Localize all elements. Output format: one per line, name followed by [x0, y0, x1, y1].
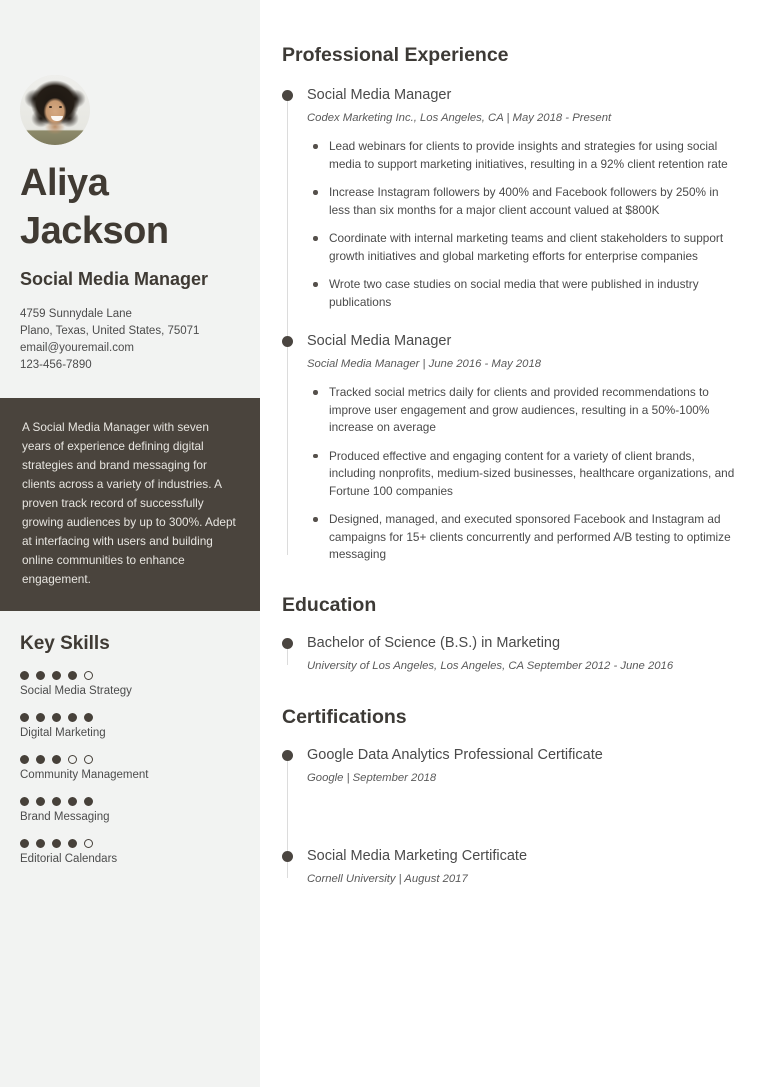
skill-item: [20, 839, 240, 865]
certifications-timeline: [282, 745, 738, 887]
timeline-entry: [282, 745, 738, 786]
skill-item: [20, 713, 240, 739]
entry-title: Google Data Analytics Professional Certificate: [307, 746, 603, 763]
contact-phone[interactable]: 123-456-7890: [20, 359, 92, 371]
avatar-smile: [51, 116, 63, 121]
skill-item: [20, 671, 240, 697]
entry-bullet: Designed, managed, and executed sponsored Facebook and Instagram ad campaigns for 15+ clients concurrently and performed A/B testing to optimize messaging: [307, 511, 738, 564]
rating-dot-filled: [36, 755, 45, 764]
avatar: [20, 75, 90, 145]
candidate-name: [20, 159, 244, 255]
rating-dot-filled: [20, 755, 29, 764]
rating-dot-empty: [68, 755, 77, 764]
entry-bullet-list: [307, 138, 738, 311]
entry-bullet: Lead webinars for clients to provide insights and strategies for using social media to support marketing initiatives, resulting in a 92% client retention rate: [307, 138, 738, 173]
entry-title: Bachelor of Science (B.S.) in Marketing: [307, 634, 561, 651]
timeline-entry: [282, 633, 738, 674]
skill-item: [20, 755, 240, 781]
avatar-photo: [20, 75, 90, 145]
rating-dot-filled: [68, 839, 77, 848]
skill-rating: [20, 713, 240, 722]
skill-label: Community Management: [20, 769, 149, 781]
entry-meta: University of Los Angeles, Los Angeles, CA September 2012 - June 2016: [307, 659, 674, 672]
sidebar: [0, 0, 260, 1087]
key-skills-section: [0, 611, 260, 865]
entry-bullet: Increase Instagram followers by 400% and Facebook followers by 250% in less than six months for a major client account valued at $800K: [307, 184, 738, 219]
rating-dot-filled: [52, 713, 61, 722]
timeline-entry: [282, 331, 738, 564]
timeline-entry: [282, 846, 738, 887]
rating-dot-filled: [36, 839, 45, 848]
key-skills-list: [20, 671, 240, 865]
skill-rating: [20, 755, 240, 764]
timeline-bullet-icon: [282, 638, 293, 649]
contact-details: [20, 306, 240, 374]
timeline-bullet-icon: [282, 90, 293, 101]
skill-label: Social Media Strategy: [20, 685, 132, 697]
rating-dot-empty: [84, 671, 93, 680]
rating-dot-filled: [84, 797, 93, 806]
avatar-eye-right: [59, 106, 62, 108]
entry-bullet: Coordinate with internal marketing teams and client stakeholders to support growth initiatives and global marketing efforts for enterprise companies: [307, 230, 738, 265]
rating-dot-filled: [52, 839, 61, 848]
rating-dot-empty: [84, 755, 93, 764]
rating-dot-empty: [84, 839, 93, 848]
entry-bullet: Tracked social metrics daily for clients and provided recommendations to improve user engagement and grow audiences, resulting in a 50%-100% increase on average: [307, 384, 738, 437]
contact-street: 4759 Sunnydale Lane: [20, 308, 132, 320]
entry-meta: Codex Marketing Inc., Los Angeles, CA | May 2018 - Present: [307, 112, 612, 124]
entry-title: Social Media Manager: [307, 87, 452, 103]
education-timeline: [282, 633, 738, 674]
rating-dot-filled: [36, 713, 45, 722]
rating-dot-filled: [36, 671, 45, 680]
entry-bullet: Produced effective and engaging content for a variety of client brands, including nonprofits, medium-sized businesses, healthcare organizations, and Fortune 100 companies: [307, 448, 738, 501]
candidate-last-name: Jackson: [20, 210, 169, 252]
contact-email[interactable]: email@youremail.com: [20, 342, 134, 354]
certifications-heading: Certifications: [282, 705, 407, 728]
skill-rating: [20, 671, 240, 680]
timeline-entry: [282, 85, 738, 311]
rating-dot-filled: [20, 797, 29, 806]
skill-item: [20, 797, 240, 823]
profile-summary: A Social Media Manager with seven years of experience defining digital strategies and brand messaging for clients across a variety of industries. A proven track record of successfully growing audiences by up to 300%. Adept at interfacing with users and building online communities to enhance engagement.: [0, 398, 260, 611]
entry-title: Social Media Marketing Certificate: [307, 847, 528, 864]
candidate-job-title: Social Media Manager: [20, 269, 209, 289]
rating-dot-filled: [68, 671, 77, 680]
timeline-bullet-icon: [282, 336, 293, 347]
entry-meta: Cornell University | August 2017: [307, 872, 468, 885]
skill-rating: [20, 797, 240, 806]
experience-timeline: [282, 85, 738, 564]
skill-rating: [20, 839, 240, 848]
key-skills-heading: Key Skills: [20, 633, 110, 654]
education-section: [282, 594, 738, 674]
entry-bullet: Wrote two case studies on social media that were published in industry publications: [307, 276, 738, 311]
rating-dot-filled: [20, 671, 29, 680]
contact-city: Plano, Texas, United States, 75071: [20, 325, 200, 337]
skill-label: Brand Messaging: [20, 811, 110, 823]
entry-meta: Google | September 2018: [307, 771, 437, 784]
rating-dot-filled: [20, 839, 29, 848]
experience-section: [282, 44, 738, 564]
rating-dot-filled: [20, 713, 29, 722]
entry-title: Social Media Manager: [307, 333, 452, 349]
rating-dot-filled: [52, 755, 61, 764]
rating-dot-filled: [52, 671, 61, 680]
entry-meta: Social Media Manager | June 2016 - May 2018: [307, 358, 542, 370]
candidate-first-name: Aliya: [20, 162, 109, 204]
skill-label: Editorial Calendars: [20, 853, 118, 865]
rating-dot-filled: [84, 713, 93, 722]
experience-heading: Professional Experience: [282, 44, 509, 66]
rating-dot-filled: [52, 797, 61, 806]
timeline-bullet-icon: [282, 750, 293, 761]
main-content: [260, 0, 768, 1087]
education-heading: Education: [282, 593, 377, 616]
rating-dot-filled: [68, 713, 77, 722]
timeline-bullet-icon: [282, 851, 293, 862]
avatar-eye-left: [49, 106, 52, 108]
skill-label: Digital Marketing: [20, 727, 106, 739]
rating-dot-filled: [36, 797, 45, 806]
rating-dot-filled: [68, 797, 77, 806]
certifications-section: [282, 706, 738, 887]
entry-bullet-list: [307, 384, 738, 564]
